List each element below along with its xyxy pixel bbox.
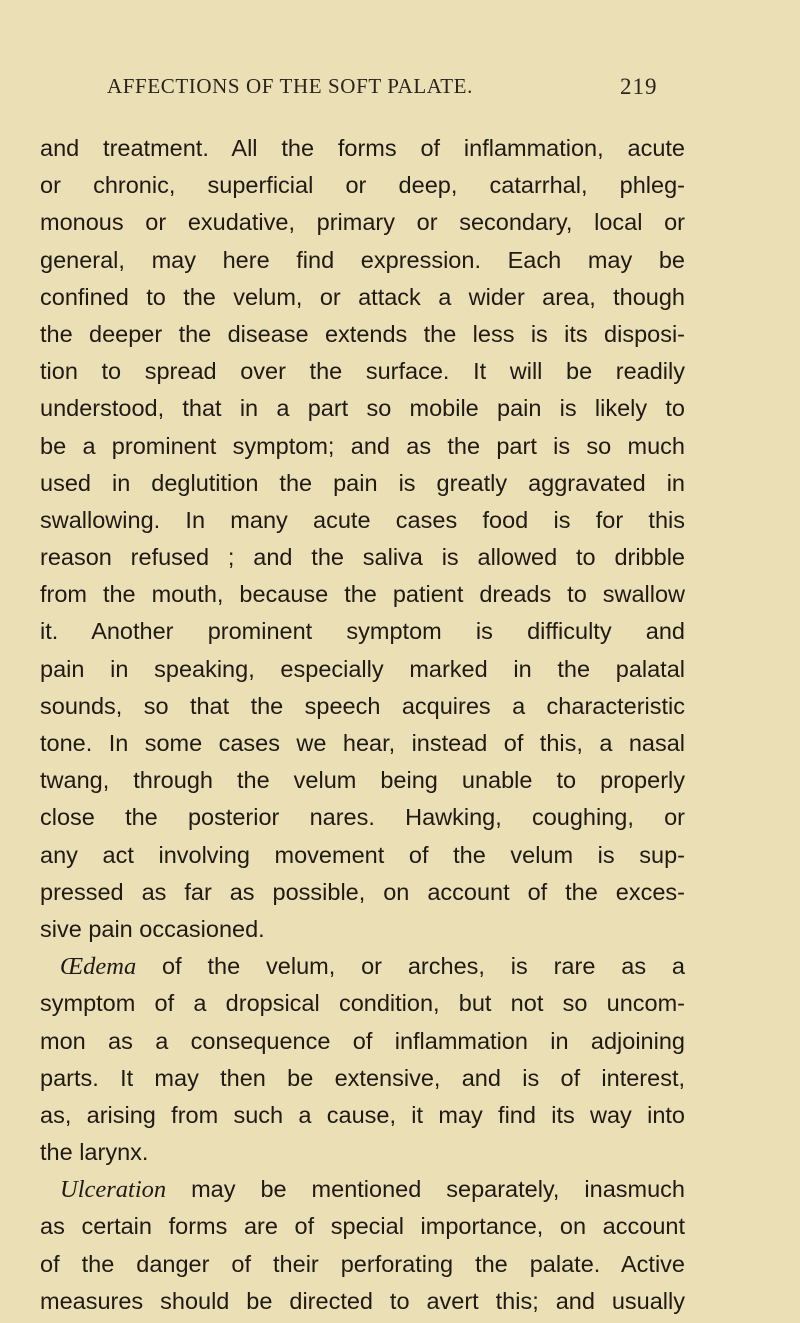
body-text — [40, 130, 685, 1320]
page-number: 219 — [620, 74, 658, 99]
page-header — [0, 74, 800, 106]
text-line: the deeper the disease extends the less is its disposi- — [40, 320, 685, 347]
text-line: or chronic, superficial or deep, catarrhal, phleg- — [40, 172, 685, 199]
text-line: the larynx. — [40, 1139, 149, 1166]
text-line — [40, 948, 685, 985]
text-line: sounds, so that the speech acquires a characteristic — [40, 692, 685, 719]
text-line: measures should be directed to avert this; and usually — [40, 1287, 685, 1314]
text-line: pain in speaking, especially marked in the palatal — [40, 655, 685, 682]
text-line: as, arising from such a cause, it may find its way into — [40, 1101, 685, 1128]
text-line: reason refused ; and the saliva is allowed to dribble — [40, 544, 685, 571]
text-line: sive pain occasioned. — [40, 915, 265, 942]
text-line: symptom of a dropsical condition, but not so uncom- — [40, 990, 685, 1017]
text-line: be a prominent symptom; and as the part is so much — [40, 432, 685, 459]
text-line: any act involving movement of the velum is sup- — [40, 841, 685, 868]
text-line: close the posterior nares. Hawking, coughing, or — [40, 804, 685, 831]
text-line: twang, through the velum being unable to properly — [40, 767, 685, 794]
text-line: from the mouth, because the patient dreads to swallow — [40, 581, 685, 608]
text-line: parts. It may then be extensive, and is of interest, — [40, 1064, 685, 1091]
text-line: it. Another prominent symptom is difficulty and — [40, 618, 685, 645]
text-line: of the danger of their perforating the palate. Active — [40, 1250, 685, 1277]
text-line: mon as a consequence of inflammation in adjoining — [40, 1027, 685, 1054]
text-line: general, may here find expression. Each may be — [40, 246, 685, 273]
text-line: used in deglutition the pain is greatly aggravated in — [40, 469, 685, 496]
line-remainder: of the velum, or arches, is rare as a — [136, 953, 685, 980]
text-line: confined to the velum, or attack a wider area, though — [40, 283, 685, 310]
text-line — [40, 1171, 685, 1208]
text-line: and treatment. All the forms of inflammation, acute — [40, 135, 685, 161]
text-line: tion to spread over the surface. It will be readily — [40, 358, 685, 385]
text-line: tone. In some cases we hear, instead of this, a nasal — [40, 730, 685, 756]
text-line: swallowing. In many acute cases food is for this — [40, 506, 685, 533]
running-title: AFFECTIONS OF THE SOFT PALATE. — [107, 74, 473, 98]
text-line: understood, that in a part so mobile pain is likely to — [40, 395, 685, 422]
line-remainder: may be mentioned separately, inasmuch — [166, 1176, 685, 1203]
text-line: monous or exudative, primary or secondary, local or — [40, 209, 685, 236]
text-line: pressed as far as possible, on account of the exces- — [40, 878, 685, 905]
italic-term: Ulceration — [60, 1176, 167, 1204]
italic-term: Œdema — [60, 953, 137, 981]
text-line: as certain forms are of special importance, on account — [40, 1213, 685, 1240]
